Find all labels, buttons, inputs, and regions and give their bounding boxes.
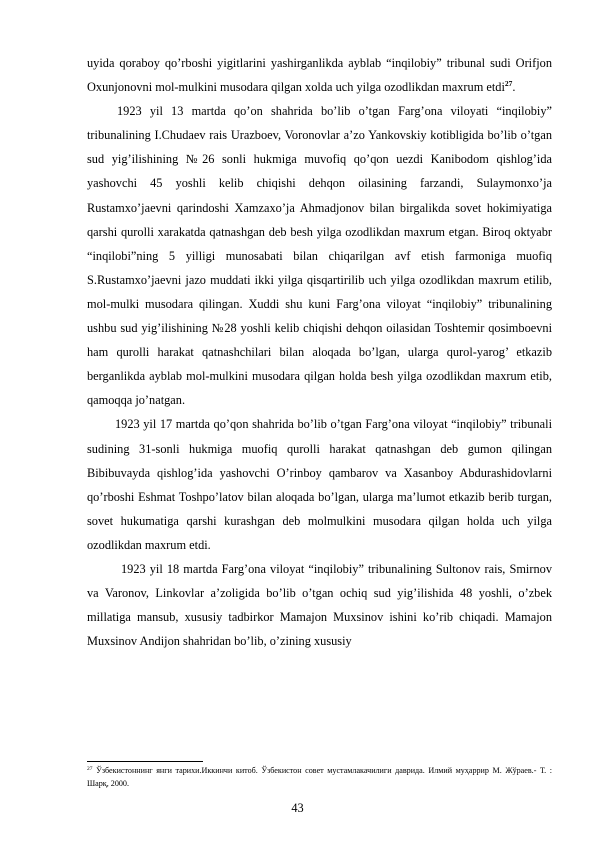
paragraph-1-text: uyida qoraboy qo’rboshi yigitlarini yashirganlikda ayblab “inqilobiy” tribunal sudi Orifjon Oxunjonovni mol-mulkini musodara qilgan xolda uch yilga ozodlikdan maxrum etdi [87, 56, 552, 95]
paragraph-1-end: . [512, 80, 516, 95]
paragraph-2: 1923 yil 13 martda qo’on shahrida bo’lib o’tgan Farg’ona viloyati “inqilobiy” tribunalining I.Chudaev rais Urazboev, Voronovlar a’zo Yankovskiy kotibligida bo’lib o’tgan sud yig’ilishining №26 sonli hukmiga muvofiq qo’qon uezdi Kanibodom qishlog’ida yashovchi 45 yoshli kelib chiqishi dehqon oilasining farzandi, Sulaymonxo’ja Rustamxo’jaevni qarindoshi Xamzaxo’ja Ahmadjonov bilan birgalikda sovet hokimiyatiga qarshi qurolli xarakatda qatnashgan deb besh yilga ozodlikdan maxrum etgan. Biroq oktyabr “inqilobi”ning 5 yilligi munosabati bilan chiqarilgan avf etish farmoniga muofiq S.Rustamxo’jaevni jazo muddati ikki yilga qisqartirilib uch yilga ozodlikdan maxrum etilib, mol-mulki musodara qilingan. Xuddi shu kuni Farg’ona viloyat “inqilobiy” tribunalining ushbu sud yig’ilishining №28 yoshli kelib chiqishi dehqon oilasidan Toshtemir qosimboevni ham qurolli harakat qatnashchilari bilan aloqada bo’lgan, ularga qurol-yarog’ etkazib berganlikda ayblab mol-mulkini musodara qilgan holda besh yilga ozodlikdan maxrum etib, qamoqqa jo’natgan. [87, 104, 552, 408]
footnote [87, 764, 552, 790]
footnote-separator [87, 761, 203, 762]
paragraph-4: 1923 yil 18 martda Farg’ona viloyat “inqilobiy” tribunalining Sultonov rais, Smirnov va Varonov, Linkovlar a’zoligida bo’lib o’tgan ochiq sud yig’ilishida 48 yoshli, o’zbek millatiga mansub, xususiy tadbirkor Mamajon Muxsinov ishini ko’rib chiqadi. Mamajon Muxsinov Andijon shahridan bo’lib, o’zining xususiy [87, 561, 552, 649]
footnote-text: Ўзбекистоннинг янги тарихи.Иккинчи китоб. Ўзбекистон совет мустамлакачилиги даврида. Илмий муҳаррир М. Жўраев.- Т. : Шарқ, 2000. [87, 766, 552, 789]
footnote-mark: 27 [87, 766, 93, 772]
paragraph-3: 1923 yil 17 martda qo’qon shahrida bo’lib o’tgan Farg’ona viloyat “inqilobiy” tribunali sudining 31-sonli hukmiga muofiq qurolli harakat qatnashgan deb gumon qilingan Bibibuvayda qishlog’ida yashovchi O’rinboy qambarov va Xasanboy Abdurashidovlarni qo’rboshi Eshmat Toshpo’latov bilan aloqada bo’lgan, ularga ma’lumot etkazib berib turgan, sovet hukumatiga qarshi kurashgan deb molmulkini musodara qilgan holda uch yilga ozodlikdan maxrum etdi. [87, 417, 552, 552]
paragraph-1 [87, 51, 552, 99]
page-number: 43 [291, 801, 304, 815]
document-body [87, 51, 552, 653]
footnote-ref-27[interactable]: 27 [504, 79, 513, 89]
